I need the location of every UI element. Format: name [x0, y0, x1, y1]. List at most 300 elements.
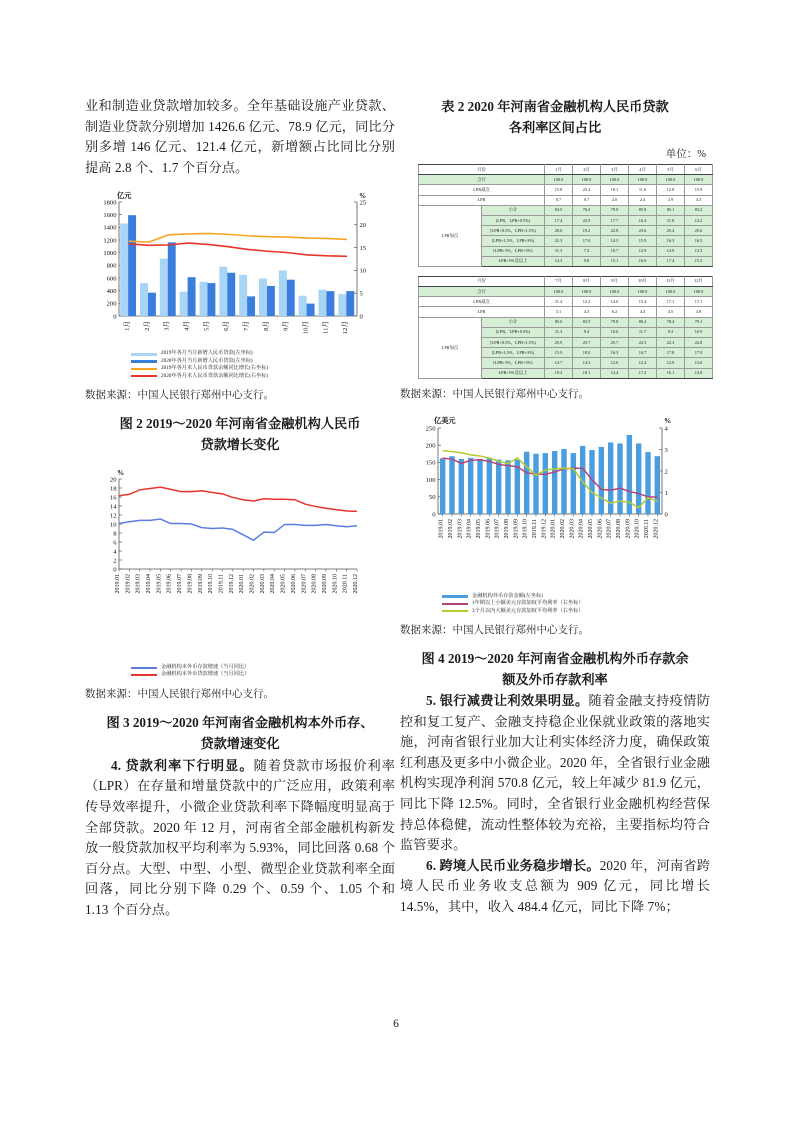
table-cell: 11.4 — [545, 297, 573, 307]
legend-item — [131, 365, 395, 372]
table-row-label: 合计 — [419, 175, 545, 185]
svg-text:1200: 1200 — [103, 237, 117, 245]
table-header-month: 12月 — [685, 276, 713, 286]
table-cell: 7.3 — [573, 246, 601, 256]
svg-text:25: 25 — [359, 199, 367, 207]
table-cell: 15.2 — [685, 256, 713, 266]
table-row — [419, 175, 713, 185]
table-cell: 15.1 — [601, 256, 629, 266]
svg-text:10月: 10月 — [302, 321, 310, 335]
table-2-block-2 — [418, 276, 713, 379]
svg-text:15: 15 — [359, 245, 367, 253]
svg-text:9月: 9月 — [282, 321, 290, 332]
table-cell: 10.9 — [685, 327, 713, 337]
svg-text:150: 150 — [425, 459, 436, 467]
table-cell: 15.9 — [545, 348, 573, 358]
svg-text:2019.05: 2019.05 — [156, 574, 163, 594]
legend-label: 2019年各月末人民币贷款余额同比增长(右坐标) — [161, 365, 269, 372]
svg-text:2020.01: 2020.01 — [239, 574, 246, 594]
svg-text:10: 10 — [359, 268, 367, 276]
table-row-label: [LPR+1.5%，LPR+3%) — [482, 236, 545, 246]
figure-2-caption-line2: 贷款增长变化 — [200, 437, 280, 452]
table-cell: 2.4 — [629, 195, 657, 205]
svg-text:2020.04: 2020.04 — [578, 518, 585, 539]
svg-text:2: 2 — [664, 468, 668, 476]
table-cell: 22.3 — [657, 338, 685, 348]
table-cell: 20.6 — [545, 226, 573, 236]
svg-text:3: 3 — [664, 446, 668, 454]
table-block-divider — [400, 267, 710, 276]
svg-text:6月: 6月 — [223, 321, 231, 332]
table-cell: 11.7 — [629, 327, 657, 337]
legend-label: 金融机构本外币存款增速（当月同比） — [161, 664, 250, 670]
table-cell: 3.3 — [685, 195, 713, 205]
legend-swatch — [131, 375, 157, 377]
table-cell: 25.2 — [573, 185, 601, 195]
figure-2-caption — [85, 413, 395, 455]
fig4-legend — [400, 566, 710, 615]
svg-text:2020.08: 2020.08 — [311, 574, 318, 594]
table-cell: 78.4 — [657, 317, 685, 327]
page-number: 6 — [393, 1018, 399, 1030]
svg-text:8: 8 — [113, 530, 117, 538]
table-cell: 14.3 — [545, 256, 573, 266]
table-cell: 16.3 — [601, 348, 629, 358]
table-header-label: 月份 — [419, 276, 545, 286]
svg-text:2019.08: 2019.08 — [187, 574, 194, 594]
svg-text:2019.01: 2019.01 — [438, 518, 445, 539]
table-cell: 15.8 — [545, 185, 573, 195]
table-row-label: [LPR+3%，LPR+5%) — [482, 358, 545, 368]
figure-4-caption — [400, 648, 710, 690]
svg-text:2020.07: 2020.07 — [301, 574, 308, 594]
table-cell: 100.0 — [685, 287, 713, 297]
table-cell: 14.3 — [573, 358, 601, 368]
figure-4-chart — [400, 412, 710, 615]
table-row-label: [LPR+3%，LPR+5%) — [482, 246, 545, 256]
table-cell: 16.5 — [685, 236, 713, 246]
svg-text:2019.10: 2019.10 — [208, 574, 215, 594]
figure-3-caption-line2: 贷款增速变化 — [200, 735, 280, 751]
svg-text:2019.12: 2019.12 — [228, 574, 235, 594]
svg-text:2020.01: 2020.01 — [550, 518, 557, 539]
table-cell: 79.8 — [601, 317, 629, 327]
table-row — [419, 307, 713, 317]
table-cell: 22.3 — [629, 338, 657, 348]
table-cell: 100.0 — [573, 175, 601, 185]
svg-text:2019.09: 2019.09 — [197, 574, 204, 594]
table-cell: 9.4 — [573, 327, 601, 337]
table-cell: 11.6 — [629, 185, 657, 195]
table-row-label: (LPR，LPR+0.5%) — [482, 327, 545, 337]
table-row — [419, 205, 713, 215]
svg-text:2020.02: 2020.02 — [249, 574, 256, 594]
left-column — [85, 96, 395, 921]
svg-text:1000: 1000 — [103, 250, 117, 258]
table-cell: 85.8 — [629, 205, 657, 215]
table-cell: 14.0 — [601, 297, 629, 307]
svg-text:2019.09: 2019.09 — [513, 518, 520, 539]
table-cell: 18.1 — [601, 185, 629, 195]
figure-2-caption-line1: 图 2 2019～2020 年河南省金融机构人民币 — [119, 416, 361, 431]
svg-text:0: 0 — [664, 511, 668, 519]
svg-text:2019.02: 2019.02 — [125, 574, 132, 594]
svg-text:1400: 1400 — [103, 225, 117, 233]
right-column — [400, 96, 710, 918]
table-cell: 79.1 — [685, 317, 713, 327]
svg-text:5: 5 — [359, 290, 363, 298]
figure-3-source: 数据来源：中国人民银行郑州中心支行。 — [85, 688, 274, 700]
svg-text:0: 0 — [359, 313, 363, 321]
svg-text:20: 20 — [359, 222, 367, 230]
table-cell: 100.0 — [629, 175, 657, 185]
table-cell: 100.0 — [629, 287, 657, 297]
table-cell: 2.0 — [601, 195, 629, 205]
table-cell: 25.7 — [601, 338, 629, 348]
table-cell: 76.2 — [573, 205, 601, 215]
section-4-heading: 4. 贷款利率下行明显。 — [111, 757, 254, 773]
svg-text:2020.11: 2020.11 — [342, 574, 349, 594]
svg-text:2019.11: 2019.11 — [532, 518, 538, 539]
table-cell: 22.8 — [685, 338, 713, 348]
table-cell: 19.2 — [573, 226, 601, 236]
table-header-month: 4月 — [629, 165, 657, 175]
table-2-caption-line1: 表 2 2020 年河南省金融机构人民币贷款 — [441, 99, 669, 114]
table-cell: 22.9 — [573, 215, 601, 225]
svg-text:12月: 12月 — [342, 321, 350, 335]
table-cell: 11.3 — [545, 246, 573, 256]
svg-text:%: % — [359, 192, 367, 201]
table-cell: 17.4 — [545, 215, 573, 225]
svg-text:400: 400 — [106, 288, 117, 296]
table-header-month: 2月 — [573, 165, 601, 175]
table-header-row — [419, 165, 713, 175]
figure-4-caption-line1: 图 4 2019～2020 年河南省金融机构外币存款余 — [421, 650, 689, 666]
svg-text:250: 250 — [425, 425, 436, 433]
table-row-label: LPR减点 — [419, 185, 545, 195]
svg-text:2019.08: 2019.08 — [504, 518, 510, 539]
svg-text:2020.04: 2020.04 — [270, 574, 277, 594]
table-header-row — [419, 276, 713, 286]
svg-text:2019.07: 2019.07 — [494, 518, 501, 539]
svg-text:2019.07: 2019.07 — [177, 574, 184, 594]
table-header-month: 6月 — [685, 165, 713, 175]
table-cell: 21.3 — [545, 236, 573, 246]
table-cell: 16.3 — [657, 236, 685, 246]
table-2-block-1 — [418, 164, 713, 267]
svg-text:200: 200 — [106, 301, 117, 309]
legend-item — [131, 671, 395, 678]
section-5-heading: 5. 银行减费让利效果明显。 — [426, 692, 589, 708]
table-cell: 14.7 — [545, 358, 573, 368]
table-2-caption-line2: 各利率区间占比 — [508, 120, 602, 135]
svg-text:2020.06: 2020.06 — [597, 518, 604, 539]
figure-4-source: 数据来源：中国人民银行郑州中心支行。 — [400, 624, 589, 636]
svg-text:2020.10: 2020.10 — [332, 574, 339, 594]
fig4-svg — [400, 412, 710, 564]
table-cell: 15.4 — [629, 297, 657, 307]
svg-text:800: 800 — [106, 263, 117, 271]
table-header-month: 8月 — [573, 276, 601, 286]
section-6 — [400, 856, 710, 918]
table-cell: 100.0 — [685, 175, 713, 185]
svg-text:2020.06: 2020.06 — [290, 574, 297, 594]
table-2-unit: 单位：% — [665, 149, 706, 160]
table-row — [419, 297, 713, 307]
svg-text:2019.06: 2019.06 — [166, 574, 173, 594]
svg-text:2020.12: 2020.12 — [353, 574, 359, 594]
svg-text:2: 2 — [113, 557, 117, 565]
svg-text:2019.10: 2019.10 — [522, 518, 529, 539]
legend-label: 1年期以上小额美元存款加权平均利率（右坐标） — [472, 600, 584, 607]
section-4-text: 随着贷款市场报价利率（LPR）在存量和增量贷款中的广泛应用，政策利率传导效率提升，小微企业贷款利率下降幅度明显高于全部贷款。2020 年 12 月，河南省全部金融机构新发放一般贷款加权平均利率为 5.93%，同比回落 0.68 个百分点。大型、中型、小型、微型企业贷款利率全面回落，同比分别下降 0.29 个、0.59 个、1.05 个和 1.13 个百分点。 — [85, 757, 396, 917]
table-row-label: [LPR+0.5%，LPR+1.5%) — [482, 226, 545, 236]
svg-text:8月: 8月 — [262, 321, 270, 332]
figure-2-chart — [85, 188, 395, 380]
svg-text:2020.05: 2020.05 — [588, 518, 594, 539]
legend-item — [442, 608, 710, 615]
section-5-text: 随着金融支持疫情防控和复工复产、金融支持稳企业保就业政策的落地实施，河南省银行业加大让利实体经济力度，确保政策红利惠及更多中小微企业。2020 年，全省银行业金融机构实现净利润 570.8 亿元，较上年减少 81.9 亿元，同比下降 12.5%。同时，全省银行业金融机构经营保持总体稳健，流动性整体较为充裕，主要指标均符合监管要求。 — [400, 692, 710, 853]
table-cell: 18.0 — [573, 348, 601, 358]
svg-text:12: 12 — [109, 512, 117, 520]
svg-text:200: 200 — [425, 442, 436, 450]
table-cell: 2.9 — [657, 195, 685, 205]
table-cell: 15.9 — [629, 236, 657, 246]
svg-text:2020.03: 2020.03 — [569, 518, 576, 539]
table-row-label: LPR+5%及以上 — [482, 368, 545, 378]
svg-text:2020.09: 2020.09 — [625, 518, 632, 539]
table-cell: 4.5 — [657, 307, 685, 317]
svg-text:%: % — [117, 469, 125, 477]
table-cell: 12.2 — [573, 297, 601, 307]
table-cell: 100.0 — [545, 287, 573, 297]
legend-label: 2020年各月末人民币贷款余额同比增长(右坐标) — [161, 372, 269, 379]
table-cell: 17.0 — [573, 236, 601, 246]
table-cell: 11.8 — [657, 215, 685, 225]
table-cell: 85.6 — [545, 317, 573, 327]
fig2-svg — [85, 188, 395, 348]
svg-text:2019.05: 2019.05 — [476, 518, 482, 539]
table-cell: 25.4 — [657, 226, 685, 236]
svg-text:2020.08: 2020.08 — [616, 518, 622, 539]
table-header-month: 9月 — [601, 276, 629, 286]
svg-text:2019.02: 2019.02 — [448, 518, 454, 539]
table-cell: 10.7 — [601, 246, 629, 256]
svg-text:2019.04: 2019.04 — [466, 518, 473, 539]
svg-text:2020.07: 2020.07 — [606, 518, 613, 539]
table-2-caption — [400, 96, 710, 138]
table-cell: 9.3 — [657, 327, 685, 337]
figure-2-source: 数据来源：中国人民银行郑州中心支行。 — [85, 390, 274, 401]
table-cell: 10.6 — [601, 327, 629, 337]
table-cell: 14.0 — [685, 368, 713, 378]
svg-text:2020.12: 2020.12 — [653, 518, 660, 539]
svg-text:3月: 3月 — [163, 321, 171, 332]
table-cell: 19.2 — [545, 368, 573, 378]
figure-3-caption-line1: 图 3 2019～2020 年河南省金融机构本外币存、 — [106, 714, 374, 730]
table-row — [419, 185, 713, 195]
table-cell: 3.1 — [545, 307, 573, 317]
svg-text:20: 20 — [109, 476, 117, 484]
table-cell: 83.5 — [573, 317, 601, 327]
table-header-month: 5月 — [657, 165, 685, 175]
table-cell: 14.4 — [601, 368, 629, 378]
svg-text:50: 50 — [428, 493, 436, 501]
svg-text:1: 1 — [664, 489, 668, 497]
table-cell: 16.9 — [629, 256, 657, 266]
table-cell: 16.1 — [657, 368, 685, 378]
table-cell: 17.8 — [657, 348, 685, 358]
svg-text:7月: 7月 — [242, 321, 250, 332]
table-row-label: LPR — [419, 307, 545, 317]
svg-text:%: % — [664, 416, 672, 425]
table-2-source: 数据来源：中国人民银行郑州中心支行。 — [400, 388, 589, 400]
table-cell: 6.2 — [601, 307, 629, 317]
table-cell: 83.2 — [685, 205, 713, 215]
svg-text:18: 18 — [109, 485, 117, 493]
svg-text:0: 0 — [432, 511, 436, 519]
table-cell: 16.4 — [629, 215, 657, 225]
svg-text:11月: 11月 — [322, 321, 330, 335]
legend-item — [131, 350, 395, 357]
legend-swatch — [442, 610, 468, 612]
paragraph-continued: 业和制造业贷款增加较多。全年基础设施产业贷款、制造业贷款分别增加 1426.6 亿元、78.9 亿元，同比分别多增 146 亿元、121.4 亿元，新增额占比同比分别提高 2.8 个、1.7 个百分点。 — [85, 98, 395, 175]
table-header-month: 1月 — [545, 165, 573, 175]
legend-swatch — [131, 667, 157, 669]
fig3-legend — [85, 637, 395, 679]
table-cell: 17.1 — [657, 297, 685, 307]
svg-text:1600: 1600 — [103, 212, 117, 220]
table-cell: 12.4 — [629, 358, 657, 368]
svg-text:2019.04: 2019.04 — [146, 574, 153, 594]
svg-text:2月: 2月 — [143, 321, 151, 332]
legend-label: 2019年各月当月新增人民币贷款(左坐标) — [161, 350, 253, 357]
table-cell: 80.2 — [629, 317, 657, 327]
table-row — [419, 317, 713, 327]
table-cell: 100.0 — [601, 175, 629, 185]
table-cell: 17.1 — [685, 297, 713, 307]
table-cell: 13.6 — [685, 358, 713, 368]
svg-text:2019.03: 2019.03 — [135, 574, 142, 594]
section-4 — [85, 756, 395, 921]
table-row — [419, 287, 713, 297]
table-header-month: 7月 — [545, 276, 573, 286]
table-header-label: 月份 — [419, 165, 545, 175]
legend-item — [442, 600, 710, 607]
table-cell: 9.8 — [573, 256, 601, 266]
table-cell: 25.9 — [545, 338, 573, 348]
svg-text:4: 4 — [664, 425, 668, 433]
table-row-label: 合计 — [419, 287, 545, 297]
table-group-label: LPR加点 — [419, 317, 482, 378]
legend-swatch — [131, 353, 157, 356]
svg-text:1月: 1月 — [123, 321, 131, 332]
table-cell: 13.2 — [685, 215, 713, 225]
figure-4-caption-line2: 额及外币存款利率 — [502, 671, 608, 687]
svg-text:10: 10 — [109, 521, 117, 529]
table-row-label: [LPR+1.5%，LPR+3%) — [482, 348, 545, 358]
table-cell: 0.7 — [545, 195, 573, 205]
table-header-month: 11月 — [657, 276, 685, 286]
legend-item — [131, 373, 395, 380]
table-cell: 100.0 — [657, 287, 685, 297]
table-cell: 14.5 — [601, 236, 629, 246]
legend-swatch — [131, 674, 157, 676]
figure-3-caption — [85, 712, 395, 754]
table-cell: 17.9 — [685, 348, 713, 358]
table-cell: 12.9 — [629, 246, 657, 256]
table-cell: 100.0 — [657, 175, 685, 185]
legend-swatch — [131, 368, 157, 370]
table-cell: 18.1 — [573, 368, 601, 378]
table-cell: 25.7 — [573, 338, 601, 348]
table-cell: 17.2 — [629, 368, 657, 378]
legend-swatch — [442, 603, 468, 605]
table-cell: 84.5 — [545, 205, 573, 215]
svg-text:0: 0 — [113, 313, 117, 321]
table-header-month: 3月 — [601, 165, 629, 175]
svg-text:0: 0 — [113, 566, 117, 574]
svg-text:2019.12: 2019.12 — [541, 518, 548, 539]
svg-text:600: 600 — [106, 275, 117, 283]
fig3-svg — [85, 465, 395, 635]
svg-text:2020.03: 2020.03 — [259, 574, 266, 594]
section-6-text: 2020 年，河南省跨境人民币业务收支总额为 909 亿元，同比增长 14.5%，其中，收入 484.4 亿元，同比下降 7%； — [400, 857, 710, 914]
table-cell: 100.0 — [601, 287, 629, 297]
table-cell: 4.3 — [573, 307, 601, 317]
table-row-label: LPR — [419, 195, 545, 205]
svg-text:5月: 5月 — [203, 321, 211, 332]
svg-text:2020.10: 2020.10 — [634, 518, 641, 539]
table-cell: 22.8 — [601, 226, 629, 236]
legend-swatch — [131, 360, 157, 363]
table-cell: 79.9 — [601, 205, 629, 215]
table-cell: 16.7 — [629, 348, 657, 358]
svg-text:1800: 1800 — [103, 199, 117, 207]
svg-text:2019.06: 2019.06 — [485, 518, 492, 539]
section-6-heading: 6. 跨境人民币业务稳步增长。 — [426, 857, 600, 873]
table-row-label: [LPR+0.5%，LPR+1.5%) — [482, 338, 545, 348]
svg-text:100: 100 — [425, 476, 436, 484]
table-cell: 12.8 — [657, 185, 685, 195]
table-row-label: (LPR，LPR+0.5%) — [482, 215, 545, 225]
svg-text:6: 6 — [113, 539, 117, 547]
table-cell: 13.3 — [685, 246, 713, 256]
table-row-label: LPR+5%及以上 — [482, 256, 545, 266]
svg-text:2019.01: 2019.01 — [115, 574, 121, 594]
fig2-legend — [85, 350, 395, 380]
table-cell: 14.9 — [657, 246, 685, 256]
table-cell: 100.0 — [573, 287, 601, 297]
svg-text:4: 4 — [113, 548, 117, 556]
svg-text:2020.05: 2020.05 — [280, 574, 287, 594]
table-cell: 4.4 — [629, 307, 657, 317]
section-5 — [400, 691, 710, 856]
table-cell: 15.9 — [685, 185, 713, 195]
table-group-label: LPR加点 — [419, 205, 482, 266]
svg-text:2019.03: 2019.03 — [457, 518, 464, 539]
table-cell: 17.4 — [657, 256, 685, 266]
table-row-label: 小计 — [482, 317, 545, 327]
figure-3-chart — [85, 465, 395, 679]
legend-label: 金融机构外币存款金额(左坐标) — [472, 592, 543, 599]
legend-label: 2020年各月当月新增人民币贷款(左坐标) — [161, 357, 253, 364]
table-cell: 0.7 — [573, 195, 601, 205]
table-cell: 12.9 — [657, 358, 685, 368]
svg-text:2019.11: 2019.11 — [218, 574, 225, 594]
svg-text:亿元: 亿元 — [117, 192, 132, 201]
svg-text:2020.09: 2020.09 — [321, 574, 328, 594]
